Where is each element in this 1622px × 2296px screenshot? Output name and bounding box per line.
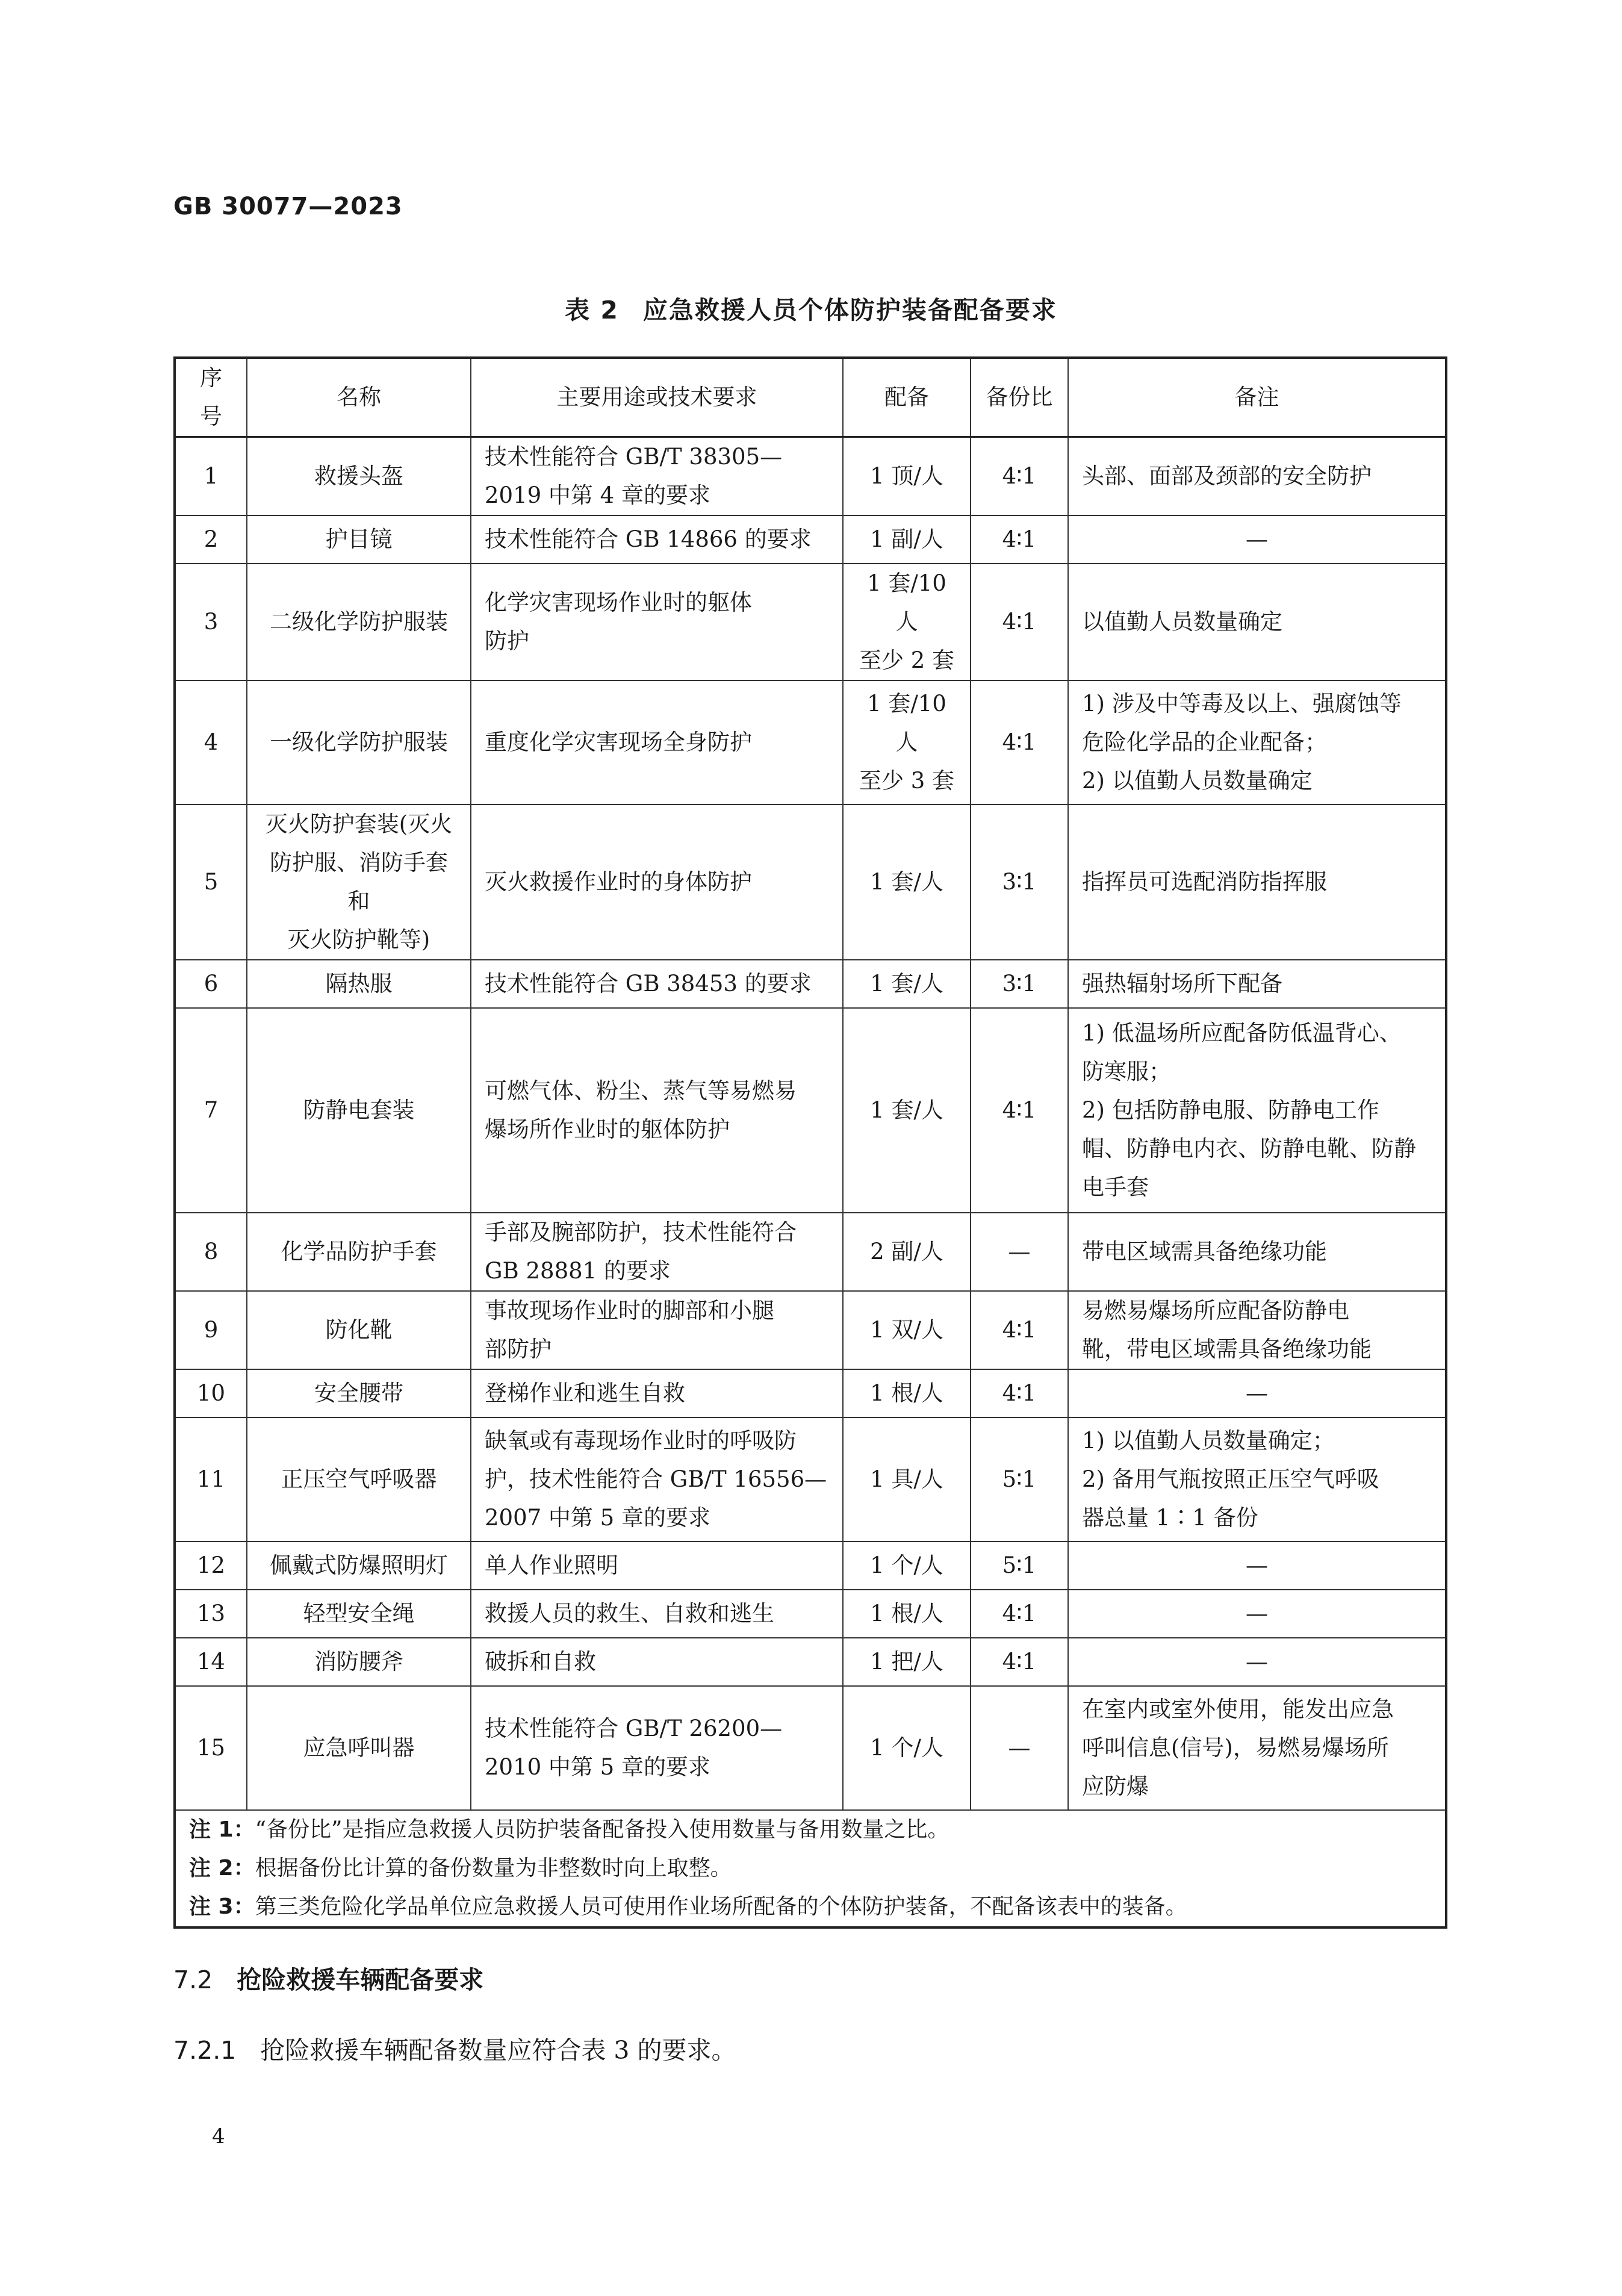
item-usage-line: 破拆和自救 — [485, 1649, 596, 1675]
note-text: 根据备份比计算的备份数量为非整数时向上取整。 — [255, 1856, 732, 1881]
note-text: 第三类危险化学品单位应急救援人员可使用作业场所配备的个体防护装备，不配备该表中的装备。 — [255, 1894, 1187, 1919]
item-usage-line: 缺氧或有毒现场作业时的呼吸防 — [485, 1428, 797, 1454]
item-usage-line: 护，技术性能符合 GB/T 16556— — [485, 1466, 827, 1492]
item-usage — [471, 1542, 843, 1590]
item-backup-ratio: 4∶1 — [971, 515, 1068, 564]
table-caption — [0, 290, 1622, 326]
table-row — [175, 1638, 1446, 1686]
item-name — [247, 1638, 471, 1686]
item-usage — [471, 960, 843, 1008]
item-name — [247, 680, 471, 804]
item-name — [247, 564, 471, 680]
row-number: 8 — [175, 1213, 247, 1291]
item-quantity — [843, 960, 971, 1008]
row-number: 4 — [175, 680, 247, 804]
item-quantity-line: 1 根/人 — [870, 1601, 943, 1626]
item-remark-line: 头部、面部及颈部的安全防护 — [1082, 463, 1372, 489]
item-quantity — [843, 564, 971, 680]
item-remark-line: 以值勤人员数量确定 — [1082, 609, 1282, 635]
row-number: 2 — [175, 515, 247, 564]
row-number: 6 — [175, 960, 247, 1008]
item-remark-line: — — [1246, 1649, 1268, 1675]
item-remark — [1068, 1417, 1446, 1542]
item-usage — [471, 1590, 843, 1638]
item-name — [247, 1686, 471, 1810]
item-backup-ratio: — — [971, 1213, 1068, 1291]
row-number: 11 — [175, 1417, 247, 1542]
item-remark — [1068, 1008, 1446, 1213]
item-remark-line: — — [1246, 1552, 1268, 1578]
item-quantity — [843, 804, 971, 960]
item-remark-line: — — [1246, 526, 1268, 552]
item-remark-line: 电手套 — [1082, 1174, 1149, 1200]
item-backup-ratio: 5∶1 — [971, 1417, 1068, 1542]
item-remark-line: 在室内或室外使用，能发出应急 — [1082, 1696, 1394, 1722]
item-quantity-line: 1 套/人 — [870, 971, 943, 997]
item-backup-ratio: 5∶1 — [971, 1542, 1068, 1590]
item-name — [247, 804, 471, 960]
item-usage-line: 防护 — [485, 628, 529, 654]
item-name-line: 隔热服 — [325, 971, 393, 997]
item-quantity-line: 1 个/人 — [870, 1735, 943, 1761]
item-usage-line: 技术性能符合 GB/T 38305— — [485, 444, 783, 470]
table-row — [175, 1213, 1446, 1291]
item-name-line: 轻型安全绳 — [303, 1601, 415, 1626]
item-name-line: 灭火防护套装(灭火 — [265, 811, 453, 837]
item-name — [247, 515, 471, 564]
item-remark — [1068, 960, 1446, 1008]
item-quantity-line: 1 把/人 — [870, 1649, 943, 1675]
item-name — [247, 1542, 471, 1590]
table-row — [175, 515, 1446, 564]
table-row — [175, 1291, 1446, 1369]
table-row — [175, 437, 1446, 516]
item-backup-ratio: 4∶1 — [971, 1369, 1068, 1417]
item-usage-line: GB 28881 的要求 — [485, 1258, 671, 1284]
item-usage-line: 登梯作业和逃生自救 — [485, 1380, 685, 1406]
item-remark — [1068, 564, 1446, 680]
item-backup-ratio: 4∶1 — [971, 1638, 1068, 1686]
item-quantity — [843, 437, 971, 516]
table-title: 应急救援人员个体防护装备配备要求 — [642, 296, 1057, 325]
item-usage-line: 化学灾害现场作业时的躯体 — [485, 590, 752, 615]
column-header: 备注 — [1068, 358, 1446, 437]
item-backup-ratio: — — [971, 1686, 1068, 1810]
item-quantity — [843, 1638, 971, 1686]
clause-number: 7.2.1 — [173, 2036, 237, 2065]
item-remark-line: 1) 以值勤人员数量确定； — [1082, 1428, 1335, 1454]
item-quantity-line: 至少 2 套 — [859, 647, 955, 673]
column-header: 备份比 — [971, 358, 1068, 437]
item-usage — [471, 680, 843, 804]
table-row — [175, 564, 1446, 680]
table-header-row — [175, 358, 1446, 437]
table-note — [189, 1849, 1432, 1888]
item-remark-line: 呼叫信息(信号)，易燃易爆场所 — [1082, 1735, 1389, 1761]
item-name-line: 一级化学防护服装 — [270, 729, 448, 755]
item-remark — [1068, 680, 1446, 804]
item-usage-line: 手部及腕部防护，技术性能符合 — [485, 1219, 797, 1245]
item-remark-line: 靴，带电区域需具备绝缘功能 — [1082, 1336, 1372, 1362]
item-backup-ratio: 4∶1 — [971, 564, 1068, 680]
row-number: 1 — [175, 437, 247, 516]
item-name-line: 二级化学防护服装 — [270, 609, 448, 635]
item-remark — [1068, 437, 1446, 516]
equipment-table — [173, 356, 1447, 1929]
item-usage — [471, 804, 843, 960]
item-backup-ratio: 4∶1 — [971, 1590, 1068, 1638]
item-remark — [1068, 804, 1446, 960]
standard-code: GB 30077—2023 — [173, 193, 403, 220]
item-backup-ratio: 4∶1 — [971, 1008, 1068, 1213]
item-quantity-line: 1 顶/人 — [870, 463, 943, 489]
item-name — [247, 1417, 471, 1542]
item-name — [247, 1213, 471, 1291]
item-name-line: 化学品防护手套 — [281, 1239, 437, 1265]
row-number: 5 — [175, 804, 247, 960]
item-backup-ratio: 4∶1 — [971, 1291, 1068, 1369]
item-quantity-line: 至少 3 套 — [859, 768, 955, 794]
item-quantity — [843, 1369, 971, 1417]
item-name-line: 救援头盔 — [314, 463, 403, 489]
item-remark — [1068, 1638, 1446, 1686]
item-usage-line: 技术性能符合 GB 14866 的要求 — [485, 526, 812, 552]
item-name — [247, 1369, 471, 1417]
item-name-line: 防护服、消防手套和 — [270, 850, 448, 914]
item-remark — [1068, 515, 1446, 564]
row-number: 13 — [175, 1590, 247, 1638]
item-quantity-line: 1 套/10 人 — [867, 570, 946, 635]
item-usage-line: 部防护 — [485, 1336, 552, 1362]
row-number: 10 — [175, 1369, 247, 1417]
item-name — [247, 960, 471, 1008]
item-remark — [1068, 1369, 1446, 1417]
item-remark-line: — — [1246, 1601, 1268, 1626]
item-usage-line: 2007 中第 5 章的要求 — [485, 1505, 710, 1531]
item-name-line: 消防腰斧 — [314, 1649, 403, 1675]
item-quantity-line: 1 套/人 — [870, 1097, 943, 1123]
item-usage — [471, 1686, 843, 1810]
row-number: 14 — [175, 1638, 247, 1686]
column-header: 序号 — [175, 358, 247, 437]
item-name-line: 应急呼叫器 — [303, 1735, 415, 1761]
column-header: 配备 — [843, 358, 971, 437]
item-remark-line: 指挥员可选配消防指挥服 — [1082, 869, 1327, 895]
item-name — [247, 1008, 471, 1213]
item-usage-line: 2010 中第 5 章的要求 — [485, 1754, 710, 1780]
item-usage-line: 技术性能符合 GB/T 26200— — [485, 1716, 783, 1741]
item-remark-line: 易燃易爆场所应配备防静电 — [1082, 1298, 1349, 1324]
note-label: 注 3： — [189, 1894, 255, 1919]
item-quantity — [843, 680, 971, 804]
item-quantity-line: 1 双/人 — [870, 1317, 943, 1343]
item-remark-line: 2) 包括防静电服、防静电工作 — [1082, 1097, 1379, 1123]
row-number: 3 — [175, 564, 247, 680]
item-quantity-line: 1 套/人 — [870, 869, 943, 895]
item-usage — [471, 515, 843, 564]
table-row — [175, 1369, 1446, 1417]
item-usage-line: 技术性能符合 GB 38453 的要求 — [485, 971, 812, 997]
item-quantity — [843, 1542, 971, 1590]
table-row — [175, 1417, 1446, 1542]
table-notes — [175, 1810, 1446, 1927]
item-usage-line: 2019 中第 4 章的要求 — [485, 482, 710, 508]
note-text: “备份比”是指应急救援人员防护装备配备投入使用数量与备用数量之比。 — [255, 1817, 949, 1842]
item-name-line: 安全腰带 — [314, 1380, 403, 1406]
item-remark — [1068, 1590, 1446, 1638]
item-quantity-line: 1 副/人 — [870, 526, 943, 552]
item-quantity — [843, 1590, 971, 1638]
item-usage — [471, 1369, 843, 1417]
section-heading — [173, 1960, 483, 1996]
row-number: 15 — [175, 1686, 247, 1810]
item-quantity-line: 2 副/人 — [870, 1239, 943, 1265]
item-quantity — [843, 1417, 971, 1542]
item-remark-line: 防寒服； — [1082, 1059, 1171, 1084]
row-number: 12 — [175, 1542, 247, 1590]
item-remark — [1068, 1686, 1446, 1810]
item-usage-line: 单人作业照明 — [485, 1552, 618, 1578]
item-usage — [471, 1291, 843, 1369]
item-remark-line: 应防爆 — [1082, 1773, 1149, 1799]
item-quantity — [843, 1291, 971, 1369]
row-number: 7 — [175, 1008, 247, 1213]
item-backup-ratio: 3∶1 — [971, 960, 1068, 1008]
item-name-line: 防化靴 — [325, 1317, 393, 1343]
item-backup-ratio: 4∶1 — [971, 680, 1068, 804]
note-label: 注 1： — [189, 1817, 255, 1842]
item-quantity-line: 1 根/人 — [870, 1380, 943, 1406]
item-name-line: 正压空气呼吸器 — [281, 1466, 437, 1492]
column-header: 主要用途或技术要求 — [471, 358, 843, 437]
table-row — [175, 1542, 1446, 1590]
item-remark-line: 帽、防静电内衣、防静电靴、防静 — [1082, 1136, 1416, 1162]
item-remark-line: 1) 低温场所应配备防低温背心、 — [1082, 1020, 1402, 1046]
section-number: 7.2 — [173, 1965, 213, 1994]
item-remark-line: 2) 备用气瓶按照正压空气呼吸 — [1082, 1466, 1379, 1492]
equipment-table-container — [173, 356, 1445, 1929]
item-remark — [1068, 1291, 1446, 1369]
table-body — [175, 437, 1446, 1928]
item-remark-line: 危险化学品的企业配备； — [1082, 729, 1327, 755]
item-remark-line: 2) 以值勤人员数量确定 — [1082, 768, 1313, 794]
item-remark — [1068, 1542, 1446, 1590]
table-note — [189, 1811, 1432, 1849]
item-usage — [471, 564, 843, 680]
section-title: 抢险救援车辆配备要求 — [237, 1965, 484, 1994]
table-number: 表 2 — [565, 296, 619, 325]
table-row — [175, 804, 1446, 960]
item-usage — [471, 1417, 843, 1542]
note-label: 注 2： — [189, 1856, 255, 1881]
item-quantity — [843, 515, 971, 564]
item-usage-line: 重度化学灾害现场全身防护 — [485, 729, 752, 755]
table-row — [175, 1590, 1446, 1638]
table-notes-row — [175, 1810, 1446, 1927]
item-usage — [471, 1638, 843, 1686]
row-number: 9 — [175, 1291, 247, 1369]
item-name — [247, 437, 471, 516]
clause-text: 抢险救援车辆配备数量应符合表 3 的要求。 — [260, 2036, 736, 2065]
item-backup-ratio: 4∶1 — [971, 437, 1068, 516]
table-note — [189, 1888, 1432, 1926]
item-quantity — [843, 1213, 971, 1291]
item-name-line: 佩戴式防爆照明灯 — [270, 1552, 448, 1578]
table-row — [175, 1008, 1446, 1213]
item-remark-line: 器总量 1∶1 备份 — [1082, 1505, 1258, 1531]
table-row — [175, 680, 1446, 804]
item-remark-line: 1) 涉及中等毒及以上、强腐蚀等 — [1082, 691, 1402, 717]
table-row — [175, 960, 1446, 1008]
item-name — [247, 1590, 471, 1638]
item-remark-line: — — [1246, 1380, 1268, 1406]
item-usage-line: 灭火救援作业时的身体防护 — [485, 869, 752, 895]
column-header: 名称 — [247, 358, 471, 437]
item-name-line: 护目镜 — [325, 526, 393, 552]
item-quantity — [843, 1686, 971, 1810]
item-name — [247, 1291, 471, 1369]
item-name-line: 灭火防护靴等) — [287, 927, 430, 953]
item-usage — [471, 1213, 843, 1291]
item-name-line: 防静电套装 — [303, 1097, 415, 1123]
page-number: 4 — [212, 2124, 225, 2148]
item-remark-line: 强热辐射场所下配备 — [1082, 971, 1282, 997]
item-usage — [471, 437, 843, 516]
item-remark-line: 带电区域需具备绝缘功能 — [1082, 1239, 1327, 1265]
item-remark — [1068, 1213, 1446, 1291]
item-backup-ratio: 3∶1 — [971, 804, 1068, 960]
item-quantity-line: 1 套/10 人 — [867, 691, 946, 755]
item-quantity — [843, 1008, 971, 1213]
clause-paragraph — [173, 2030, 736, 2066]
item-usage — [471, 1008, 843, 1213]
table-row — [175, 1686, 1446, 1810]
item-usage-line: 爆场所作业时的躯体防护 — [485, 1116, 730, 1142]
item-usage-line: 事故现场作业时的脚部和小腿 — [485, 1298, 774, 1324]
item-usage-line: 可燃气体、粉尘、蒸气等易燃易 — [485, 1078, 797, 1104]
item-quantity-line: 1 具/人 — [870, 1466, 943, 1492]
item-quantity-line: 1 个/人 — [870, 1552, 943, 1578]
item-usage-line: 救援人员的救生、自救和逃生 — [485, 1601, 774, 1626]
